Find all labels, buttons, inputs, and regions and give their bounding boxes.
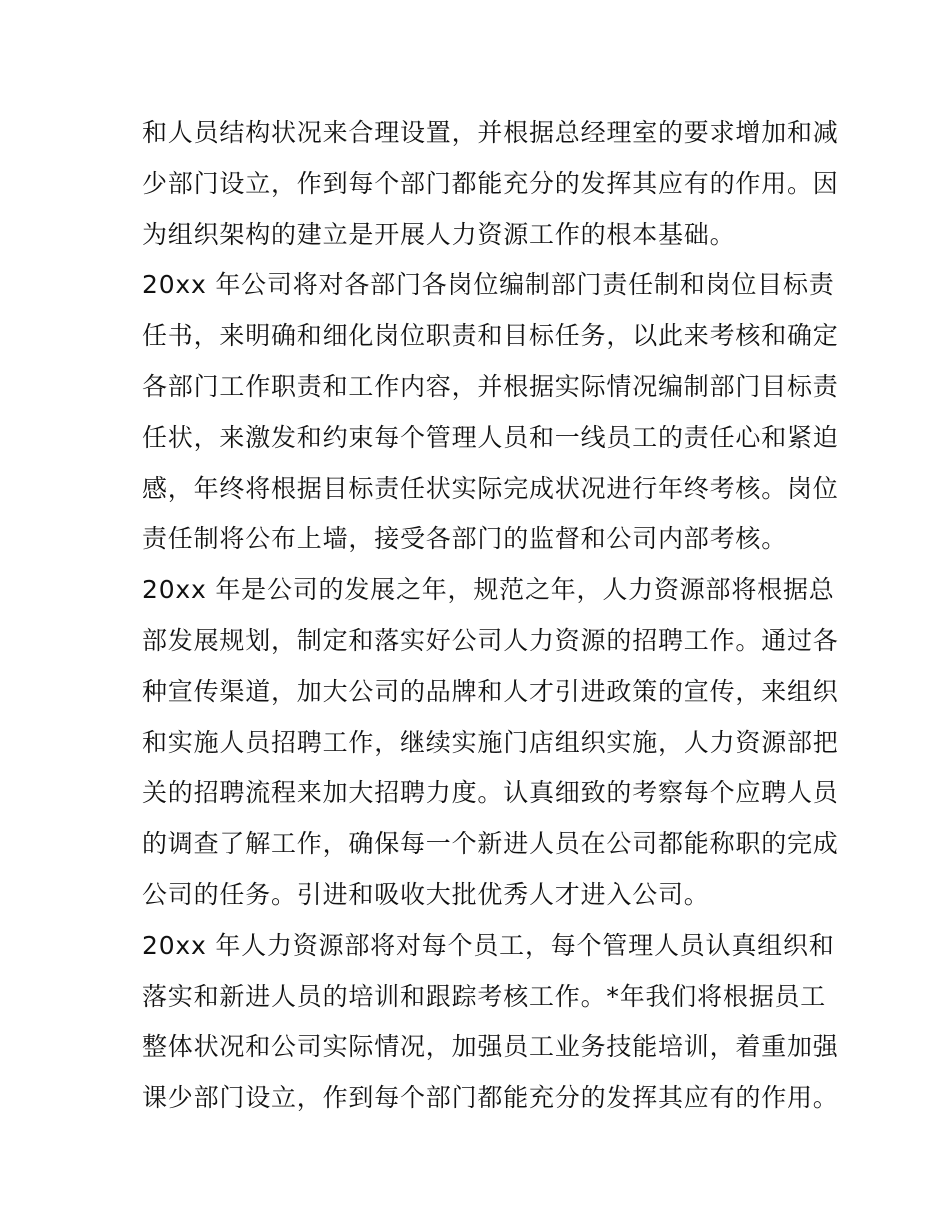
text-line: 责任制将公布上墙，接受各部门的监督和公司内部考核。: [142, 524, 788, 554]
text-line: 任书，来明确和细化岗位职责和目标任务，以此来考核和确定: [142, 321, 839, 351]
text-line: 20xx 年人力资源部将对每个员工，每个管理人员认真组织和: [142, 930, 835, 960]
text-line: 各部门工作职责和工作内容，并根据实际情况编制部门目标责: [142, 371, 839, 401]
text-line: 落实和新进人员的培训和跟踪考核工作。*年我们将根据员工: [142, 981, 827, 1011]
text-line: 整体状况和公司实际情况，加强员工业务技能培训，着重加强: [142, 1032, 839, 1062]
text-line: 公司的任务。引进和吸收大批优秀人才进入公司。: [142, 879, 710, 909]
text-line: 的调查了解工作，确保每一个新进人员在公司都能称职的完成: [142, 829, 839, 859]
text-line: 感，年终将根据目标责任状实际完成状况进行年终考核。岗位: [142, 473, 839, 503]
body-text: [142, 108, 839, 1124]
text-line: 关的招聘流程来加大招聘力度。认真细致的考察每个应聘人员: [142, 778, 839, 808]
text-line: 少部门设立，作到每个部门都能充分的发挥其应有的作用。因: [142, 168, 839, 198]
text-line: 种宣传渠道，加大公司的品牌和人才引进政策的宣传，来组织: [142, 676, 839, 706]
text-line: 任状，来激发和约束每个管理人员和一线员工的责任心和紧迫: [142, 422, 839, 452]
text-line: 和人员结构状况来合理设置，并根据总经理室的要求增加和减: [142, 118, 839, 147]
text-line: 20xx 年是公司的发展之年，规范之年，人力资源部将根据总: [142, 575, 835, 605]
text-line: 课少部门设立，作到每个部门都能充分的发挥其应有的作用。: [142, 1083, 839, 1113]
text-line: 和实施人员招聘工作，继续实施门店组织实施，人力资源部把: [142, 727, 839, 757]
text-line: 部发展规划，制定和落实好公司人力资源的招聘工作。通过各: [142, 625, 839, 655]
text-line: 为组织架构的建立是开展人力资源工作的根本基础。: [142, 219, 736, 249]
text-line: 20xx 年公司将对各部门各岗位编制部门责任制和岗位目标责: [142, 270, 835, 300]
